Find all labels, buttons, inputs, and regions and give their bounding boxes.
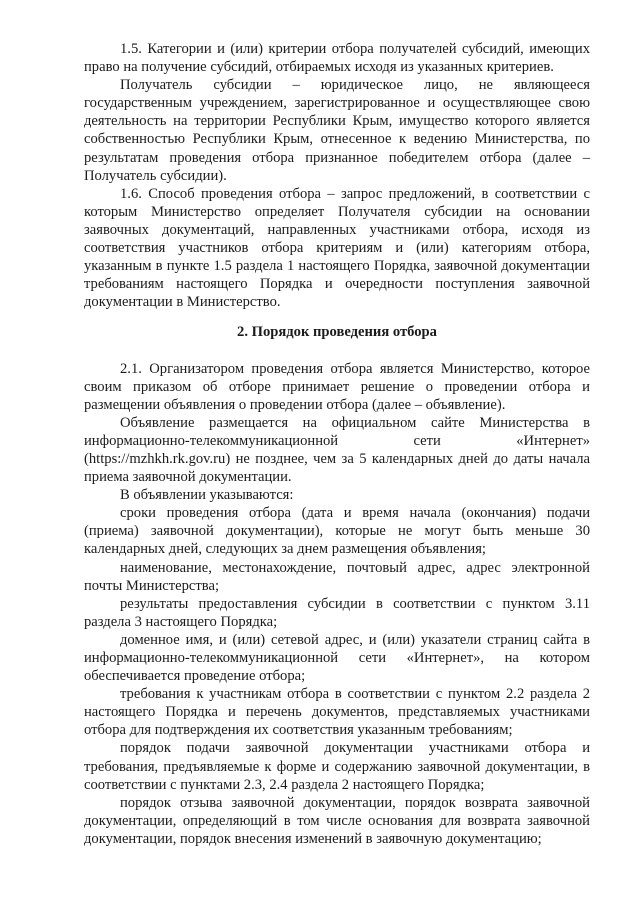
list-item-deadlines: сроки проведения отбора (дата и время начала (окончания) подачи (приема) заявочной документации), которые не могут быть меньше 30 календарных дней, следующих за днем размещения объявления; xyxy=(84,505,590,558)
paragraph-1-5: 1.5. Категории и (или) критерии отбора получателей субсидий, имеющих право на получение субсидий, отбираемых исходя из указанных критериев. xyxy=(84,41,590,76)
list-item-domain-name: доменное имя, и (или) сетевой адрес, и (или) указатели страниц сайта в информационно-телекоммуникационной сети «Интернет», на котором обеспечивается проведение отбора; xyxy=(84,631,590,685)
list-item-ministry-contacts: наименование, местонахождение, почтовый адрес, адрес электронной почты Министерства; xyxy=(84,559,590,594)
list-item-withdrawal-procedure: порядок отзыва заявочной документации, порядок возврата заявочной документации, определяющий в том числе основания для возврата заявочной документации, порядок внесения изменений в заявочную документацию; xyxy=(84,794,590,847)
document-page xyxy=(84,40,590,848)
paragraph-recipient-definition: Получатель субсидии – юридическое лицо, не являющееся государственным учреждением, зарегистрированное и осуществляющее свою деятельность на территории Республики Крым, имущество которого является собственностью Республики Крым, отнесенное к ведению Министерства, по результатам проведения отбора признанное победителем отбора (далее – Получатель субсидии). xyxy=(84,77,590,184)
paragraph-2-1: 2.1. Организатором проведения отбора является Министерство, которое своим приказом об отборе принимает решение о проведении отбора и размещении объявления о проведении отбора (далее – объявление). xyxy=(84,360,590,413)
paragraph-announcement-contents: В объявлении указываются: xyxy=(120,487,294,504)
paragraph-announcement-site: Объявление размещается на официальном сайте Министерства в информационно-телекоммуникационной сети «Интернет» (https://mzhkh.rk.gov.ru) не позднее, чем за 5 календарных дней до даты начала приема заявочной документации. xyxy=(84,414,590,486)
list-item-results: результаты предоставления субсидии в соответствии с пунктом 3.11 раздела 3 настоящего Порядка; xyxy=(84,595,590,630)
list-item-submission-procedure: порядок подачи заявочной документации участниками отбора и требования, предъявляемые к форме и содержанию заявочной документации, в соответствии с пунктами 2.3, 2.4 раздела 2 настоящего Порядка; xyxy=(84,740,590,793)
paragraph-1-6: 1.6. Способ проведения отбора – запрос предложений, в соответствии с которым Министерство определяет Получателя субсидии на основании заявочных документаций, направленных участниками отбора, исходя из соответствия участников отбора критериям и (или) категориям отбора, указанным в пункте 1.5 раздела 1 настоящего Порядка, заявочной документации требованиям настоящего Порядка и очередности поступления заявочной документации в Министерство. xyxy=(84,185,590,311)
list-item-participant-requirements: требования к участникам отбора в соответствии с пунктом 2.2 раздела 2 настоящего Порядка и перечень документов, представляемых участниками отбора для подтверждения их соответствия указанным требованиям; xyxy=(84,686,590,739)
section-heading: 2. Порядок проведения отбора xyxy=(237,324,437,341)
